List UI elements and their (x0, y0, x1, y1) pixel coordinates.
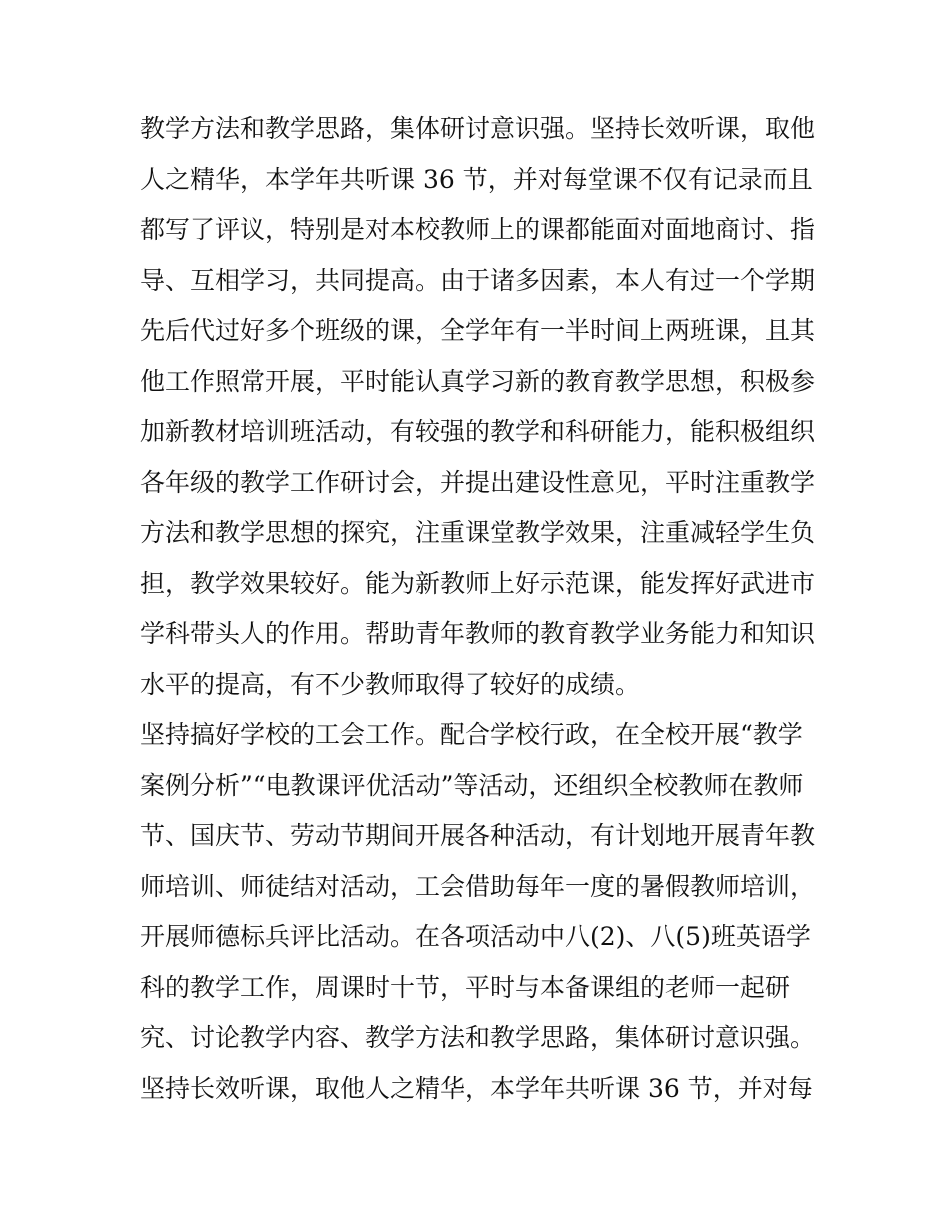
text-line: 坚持长效听课，取他人之精华，本学年共听课 36 节，并对每 (140, 1073, 813, 1103)
text-line: 加新教材培训班活动，有较强的教学和科研能力，能积极组织 (140, 417, 816, 446)
text-line: 人之精华，本学年共听课 36 节，并对每堂课不仅有记录而且 (140, 164, 813, 194)
text-line: 节、国庆节、劳动节期间开展各种活动，有计划地开展青年教 (140, 821, 816, 850)
text-line: 究、讨论教学内容、教学方法和教学思路，集体研讨意识强。 (140, 1023, 816, 1052)
text-line: 开展师德标兵评比活动。在各项活动中八(2)、八(5)班英语学 (140, 922, 811, 951)
text-line: 师培训、师徒结对活动，工会借助每年一度的暑假教师培训， (140, 871, 816, 901)
text-line: 教学方法和教学思路，集体研讨意识强。坚持长效听课，取他 (140, 114, 816, 143)
text-line: 担，教学效果较好。能为新教师上好示范课，能发挥好武进市 (140, 568, 816, 598)
text-line: 先后代过好多个班级的课，全学年有一半时间上两班课，且其 (140, 316, 816, 345)
text-line: 水平的提高，有不少教师取得了较好的成绩。 (140, 669, 641, 699)
text-line: 各年级的教学工作研讨会，并提出建设性意见，平时注重教学 (140, 467, 816, 497)
text-line: 导、互相学习，共同提高。由于诸多因素，本人有过一个学期 (140, 265, 816, 295)
text-line: 科的教学工作，周课时十节，平时与本备课组的老师一起研 (140, 972, 791, 1002)
text-line: 方法和教学思想的探究，注重课堂教学效果，注重减轻学生负 (140, 518, 816, 547)
text-line: 案例分析”“电教课评优活动”等活动，还组织全校教师在教师 (140, 770, 804, 800)
text-line: 他工作照常开展，平时能认真学习新的教育教学思想，积极参 (140, 366, 816, 396)
text-line: 学科带头人的作用。帮助青年教师的教育教学业务能力和知识 (140, 619, 816, 648)
text-line: 坚持搞好学校的工会工作。配合学校行政，在全校开展“教学 (140, 720, 803, 749)
text-line: 都写了评议，特别是对本校教师上的课都能面对面地商讨、指 (140, 215, 816, 244)
body-text (140, 104, 840, 1114)
